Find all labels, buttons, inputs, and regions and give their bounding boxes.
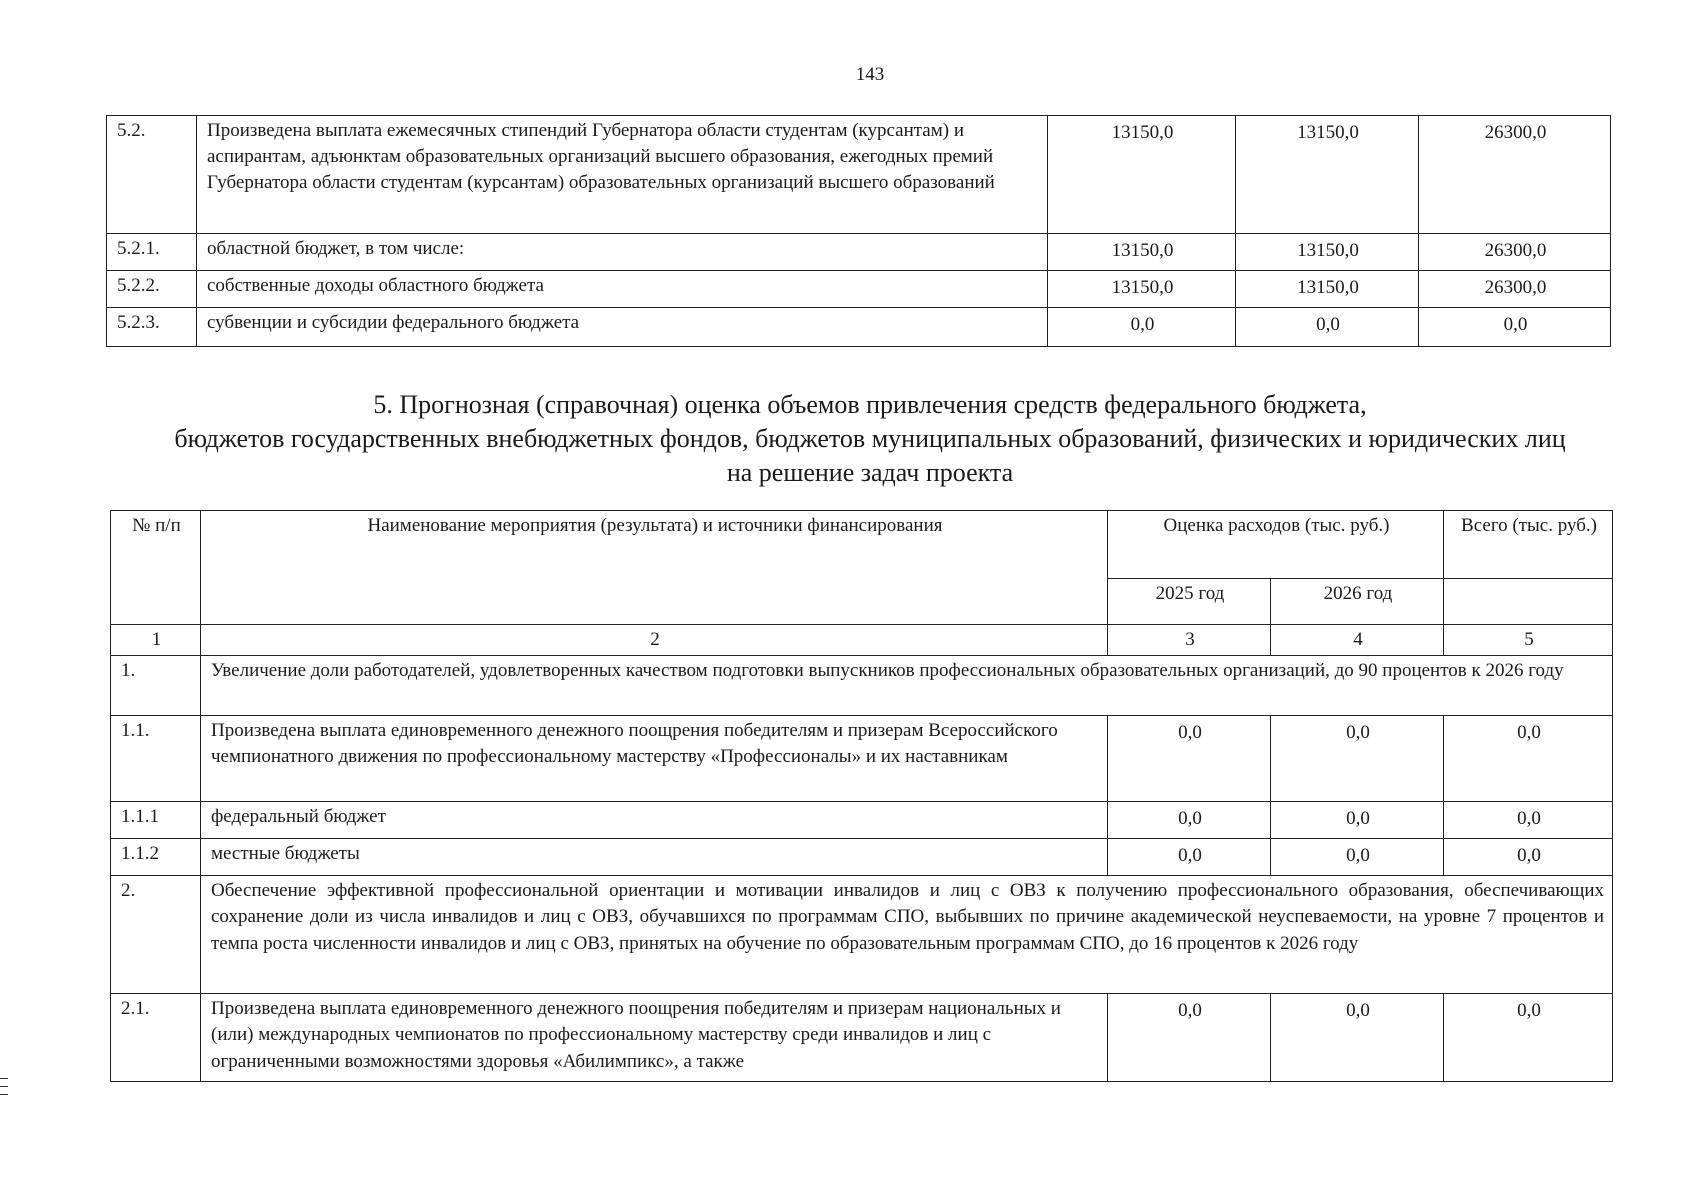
- value-total: 0,0: [1444, 716, 1613, 802]
- value-total: 0,0: [1444, 839, 1613, 876]
- row-number: 5.2.1.: [107, 234, 197, 271]
- value-2025: 13150,0: [1048, 271, 1236, 308]
- table-row: [111, 876, 1613, 994]
- page-number: 143: [855, 64, 885, 85]
- header-year-2026: 2026 год: [1271, 579, 1444, 625]
- section-heading-line: бюджетов государственных внебюджетных фондов, бюджетов муниципальных образований, физических и юридических лиц: [174, 423, 1566, 453]
- header-row: [111, 511, 1613, 579]
- table-row: [107, 116, 1611, 234]
- row-description: федеральный бюджет: [201, 802, 1108, 839]
- row-number: 5.2.3.: [107, 308, 197, 347]
- row-description: Увеличение доли работодателей, удовлетворенных качеством подготовки выпускников профессиональных образовательных организаций, до 90 процентов к 2026 году: [201, 656, 1613, 716]
- row-number: 1.1.1: [111, 802, 201, 839]
- value-2026: 13150,0: [1236, 271, 1419, 308]
- value-total: 0,0: [1444, 802, 1613, 839]
- value-2026: 0,0: [1236, 308, 1419, 347]
- value-2026: 0,0: [1271, 994, 1444, 1082]
- header-year-2025: 2025 год: [1108, 579, 1271, 625]
- binding-mark: [0, 1086, 8, 1087]
- table-row: [111, 802, 1613, 839]
- column-number: 5: [1444, 625, 1613, 656]
- column-number: 3: [1108, 625, 1271, 656]
- table-row: [111, 994, 1613, 1082]
- value-total: 26300,0: [1419, 271, 1611, 308]
- value-total: 26300,0: [1419, 234, 1611, 271]
- column-number: 4: [1271, 625, 1444, 656]
- column-number: 1: [111, 625, 201, 656]
- value-2025: 0,0: [1108, 802, 1271, 839]
- section-heading: [100, 388, 1640, 489]
- binding-mark: [0, 1078, 8, 1079]
- funding-forecast-table: [110, 510, 1613, 1082]
- row-number: 1.: [111, 656, 201, 716]
- section-heading-line: 5. Прогнозная (справочная) оценка объемов привлечения средств федерального бюджета,: [373, 390, 1367, 419]
- value-2026: 0,0: [1271, 802, 1444, 839]
- row-number: 2.1.: [111, 994, 201, 1082]
- row-description: Произведена выплата ежемесячных стипендий Губернатора области студентам (курсантам) и аспирантам, адъюнктам образовательных организаций высшего образования, ежегодных премий Губернатора области студентам (курсантам) образовательных организаций высшего образований: [197, 116, 1048, 234]
- funding-table-continued: [106, 115, 1611, 347]
- table-row: [111, 839, 1613, 876]
- row-description: Обеспечение эффективной профессиональной ориентации и мотивации инвалидов и лиц с ОВЗ к получению профессионального образования, обеспечивающих сохранение доли из числа инвалидов и лиц с ОВЗ, обучавшихся по программам СПО, выбывших по причине академической неуспеваемости, на уровне 7 процентов и темпа роста численности инвалидов и лиц с ОВЗ, принятых на обучение по образовательным программам СПО, до 16 процентов к 2026 году: [201, 876, 1613, 994]
- value-2025: 0,0: [1108, 839, 1271, 876]
- value-2025: 13150,0: [1048, 234, 1236, 271]
- value-2025: 0,0: [1108, 716, 1271, 802]
- row-number: 1.1.2: [111, 839, 201, 876]
- column-number: 2: [201, 625, 1108, 656]
- value-2025: 0,0: [1108, 994, 1271, 1082]
- row-number: 2.: [111, 876, 201, 994]
- column-number-row: [111, 625, 1613, 656]
- value-total: 0,0: [1419, 308, 1611, 347]
- table-row: [111, 716, 1613, 802]
- header-name: Наименование мероприятия (результата) и источники финансирования: [201, 511, 1108, 625]
- value-2026: 0,0: [1271, 839, 1444, 876]
- header-total: Всего (тыс. руб.): [1444, 511, 1613, 579]
- table-row: [107, 271, 1611, 308]
- header-estimate: Оценка расходов (тыс. руб.): [1108, 511, 1444, 579]
- row-description: собственные доходы областного бюджета: [197, 271, 1048, 308]
- value-total: 26300,0: [1419, 116, 1611, 234]
- value-2025: 0,0: [1048, 308, 1236, 347]
- table-row: [111, 656, 1613, 716]
- row-number: 1.1.: [111, 716, 201, 802]
- section-heading-line: на решение задач проекта: [726, 457, 1014, 487]
- value-2025: 13150,0: [1048, 116, 1236, 234]
- value-2026: 13150,0: [1236, 116, 1419, 234]
- row-description: областной бюджет, в том числе:: [197, 234, 1048, 271]
- table-row: [107, 308, 1611, 347]
- row-description: Произведена выплата единовременного денежного поощрения победителям и призерам Всероссийского чемпионатного движения по профессиональному мастерству «Профессионалы» и их наставникам: [201, 716, 1108, 802]
- header-empty-cell: [1444, 579, 1613, 625]
- binding-mark: [0, 1094, 8, 1095]
- value-total: 0,0: [1444, 994, 1613, 1082]
- row-number: 5.2.2.: [107, 271, 197, 308]
- row-description: местные бюджеты: [201, 839, 1108, 876]
- value-2026: 0,0: [1271, 716, 1444, 802]
- table-row: [107, 234, 1611, 271]
- row-number: 5.2.: [107, 116, 197, 234]
- row-description: Произведена выплата единовременного денежного поощрения победителям и призерам национальных и (или) международных чемпионатов по профессиональному мастерству среди инвалидов и лиц с ограниченными возможностями здоровья «Абилимпикс», а также: [201, 994, 1108, 1082]
- header-number: № п/п: [111, 511, 201, 625]
- row-description: субвенции и субсидии федерального бюджета: [197, 308, 1048, 347]
- value-2026: 13150,0: [1236, 234, 1419, 271]
